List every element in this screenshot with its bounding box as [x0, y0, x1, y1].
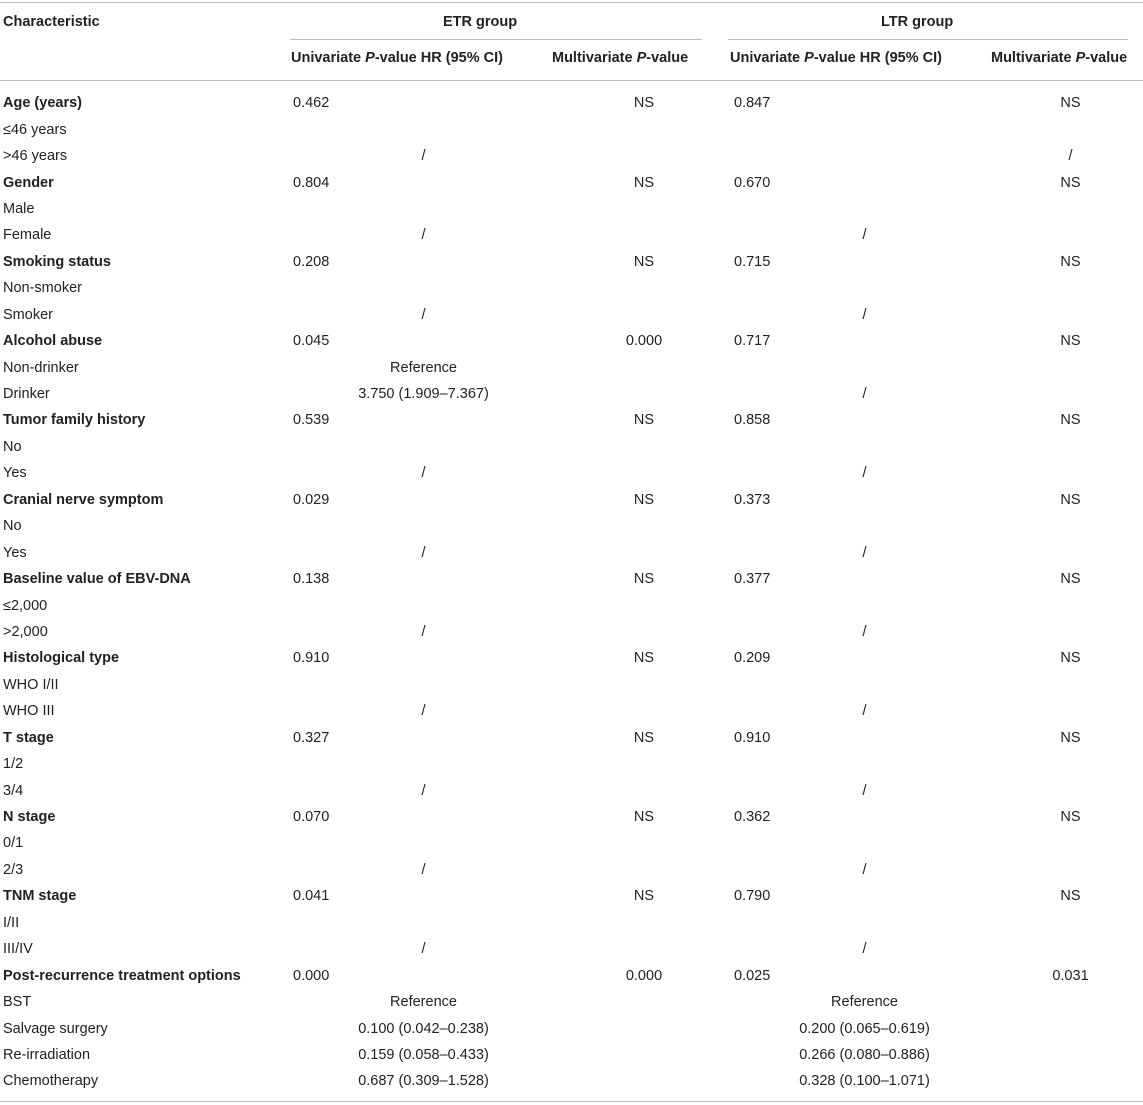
ltr-multivariate-cell: / [1068, 148, 1073, 165]
etr-univariate-cell [293, 1015, 554, 1041]
ltr-univariate-cell [734, 883, 995, 909]
row-label: >46 years [3, 148, 68, 165]
etr-univariate-cell [293, 302, 554, 328]
table-row [0, 116, 1143, 142]
top-rule [0, 2, 1143, 3]
row-label: Age (years) [3, 95, 82, 112]
row-label: No [3, 438, 22, 455]
row-label: III/IV [3, 941, 33, 958]
ltr-p-value: 0.910 [734, 729, 771, 746]
row-label: Smoker [3, 306, 53, 323]
ltr-multivariate-cell [995, 619, 1143, 645]
ltr-univariate-cell [734, 249, 995, 275]
table-row [0, 751, 1143, 777]
ltr-univariate-cell [734, 566, 995, 592]
etr-multivariate-cell: NS [633, 412, 655, 429]
etr-univariate-cell [293, 354, 554, 380]
ltr-hazard-ratio: / [862, 623, 867, 640]
ltr-univariate-cell [734, 751, 995, 777]
ltr-hazard-ratio: / [862, 703, 867, 720]
table-row [0, 328, 1143, 354]
etr-univariate-cell [293, 513, 554, 539]
row-label: Salvage surgery [3, 1020, 108, 1037]
etr-p-value: 0.462 [293, 95, 330, 112]
ltr-multivariate-cell: NS [1060, 412, 1081, 429]
ltr-univariate-cell [734, 830, 995, 856]
row-label: N stage [3, 809, 56, 826]
row-label: Gender [3, 174, 54, 191]
table-row [0, 936, 1143, 962]
table-row [0, 249, 1143, 275]
header-rule [0, 80, 1143, 81]
table-row [0, 275, 1143, 301]
ltr-multivariate-cell: NS [1060, 809, 1081, 826]
etr-p-value: 0.041 [293, 888, 330, 905]
etr-p-value: 0.327 [293, 729, 330, 746]
etr-p-value: 0.208 [293, 253, 330, 270]
ltr-p-value: 0.373 [734, 491, 771, 508]
etr-p-value: 0.000 [293, 967, 330, 984]
etr-p-value: 0.804 [293, 174, 330, 191]
table-row [0, 883, 1143, 909]
ltr-multivariate-cell [995, 857, 1143, 883]
etr-multivariate-cell [554, 910, 734, 936]
etr-univariate-cell [293, 725, 554, 751]
ltr-univariate-cell [734, 1068, 995, 1094]
table-row [0, 672, 1143, 698]
table-row [0, 222, 1143, 248]
header-ltr-multivariate: Multivariate P-value [991, 50, 1128, 66]
etr-multivariate-cell: NS [633, 491, 655, 508]
ltr-multivariate-cell [995, 777, 1143, 803]
etr-p-value: 0.539 [293, 412, 330, 429]
table-row [0, 592, 1143, 618]
row-label: Yes [3, 544, 27, 561]
etr-multivariate-cell: NS [633, 95, 655, 112]
etr-multivariate-cell [554, 196, 734, 222]
etr-hazard-ratio: / [421, 623, 426, 640]
ltr-multivariate-cell: NS [1060, 729, 1081, 746]
etr-univariate-cell [293, 143, 554, 169]
etr-univariate-cell [293, 90, 554, 116]
etr-multivariate-cell: NS [633, 253, 655, 270]
ltr-multivariate-cell [995, 1042, 1143, 1068]
row-label: WHO I/II [3, 676, 59, 693]
ltr-univariate-cell [734, 910, 995, 936]
etr-multivariate-cell [554, 275, 734, 301]
row-label: TNM stage [3, 888, 77, 905]
ltr-univariate-cell [734, 592, 995, 618]
row-label: 0/1 [3, 835, 24, 852]
table-row [0, 487, 1143, 513]
ltr-multivariate-cell [995, 592, 1143, 618]
ltr-univariate-cell [734, 302, 995, 328]
ltr-univariate-cell [734, 989, 995, 1015]
row-label: >2,000 [3, 623, 48, 640]
etr-univariate-cell [293, 407, 554, 433]
etr-univariate-cell [293, 249, 554, 275]
ltr-univariate-cell [734, 725, 995, 751]
etr-univariate-cell [293, 1068, 554, 1094]
ltr-multivariate-cell [995, 698, 1143, 724]
table-row [0, 407, 1143, 433]
etr-multivariate-cell [554, 539, 734, 565]
ltr-multivariate-cell [995, 936, 1143, 962]
ltr-univariate-cell [734, 381, 995, 407]
etr-univariate-cell [293, 539, 554, 565]
etr-univariate-cell [293, 645, 554, 671]
etr-univariate-cell [293, 592, 554, 618]
table-row [0, 566, 1143, 592]
header-etr-group: ETR group [443, 14, 518, 30]
etr-hazard-ratio: / [421, 782, 426, 799]
header-ltr-univariate: Univariate P-value HR (95% CI) [730, 50, 942, 66]
etr-hazard-ratio: / [421, 544, 426, 561]
table-row [0, 1042, 1143, 1068]
row-label: Histological type [3, 650, 120, 667]
ltr-univariate-cell [734, 196, 995, 222]
etr-hazard-ratio: / [421, 703, 426, 720]
row-label: BST [3, 994, 32, 1011]
ltr-multivariate-cell: NS [1060, 491, 1081, 508]
ltr-univariate-cell [734, 936, 995, 962]
etr-multivariate-cell [554, 1068, 734, 1094]
ltr-univariate-cell [734, 434, 995, 460]
header-characteristic: Characteristic [3, 14, 100, 30]
etr-univariate-cell [293, 883, 554, 909]
table-row [0, 539, 1143, 565]
table-row [0, 857, 1143, 883]
etr-multivariate-cell: NS [633, 809, 655, 826]
table-row [0, 619, 1143, 645]
etr-multivariate-cell: NS [633, 888, 655, 905]
table-row [0, 725, 1143, 751]
etr-multivariate-cell [554, 1042, 734, 1068]
row-label: I/II [3, 914, 20, 931]
etr-univariate-cell [293, 857, 554, 883]
etr-multivariate-cell [554, 777, 734, 803]
table-row [0, 962, 1143, 988]
ltr-multivariate-cell: NS [1060, 174, 1081, 191]
etr-univariate-cell [293, 222, 554, 248]
etr-multivariate-cell: NS [633, 571, 655, 588]
ltr-univariate-cell [734, 116, 995, 142]
etr-hazard-ratio: 3.750 (1.909–7.367) [358, 386, 489, 403]
etr-hazard-ratio: 0.687 (0.309–1.528) [358, 1073, 489, 1090]
etr-multivariate-cell [554, 751, 734, 777]
header-etr-univariate: Univariate P-value HR (95% CI) [291, 50, 503, 66]
ltr-multivariate-cell [995, 460, 1143, 486]
bottom-rule [0, 1101, 1143, 1102]
etr-univariate-cell [293, 936, 554, 962]
row-label: Alcohol abuse [3, 333, 103, 350]
etr-multivariate-cell: 0.000 [625, 333, 663, 350]
ltr-multivariate-cell [995, 275, 1143, 301]
row-label: Female [3, 227, 52, 244]
etr-hazard-ratio: Reference [390, 994, 457, 1011]
ltr-univariate-cell [734, 672, 995, 698]
ltr-multivariate-cell [995, 910, 1143, 936]
table-row [0, 460, 1143, 486]
etr-univariate-cell [293, 381, 554, 407]
ltr-multivariate-cell [995, 196, 1143, 222]
table-row [0, 989, 1143, 1015]
etr-multivariate-cell [554, 830, 734, 856]
row-label: Non-smoker [3, 280, 82, 297]
ltr-univariate-cell [734, 1015, 995, 1041]
row-label: Cranial nerve symptom [3, 491, 164, 508]
header-etr-multivariate: Multivariate P-value [552, 50, 689, 66]
row-label: T stage [3, 729, 54, 746]
ltr-multivariate-cell [995, 1015, 1143, 1041]
ltr-p-value: 0.717 [734, 333, 771, 350]
etr-univariate-cell [293, 487, 554, 513]
ltr-multivariate-cell [995, 302, 1143, 328]
ltr-multivariate-cell: NS [1060, 95, 1081, 112]
ltr-p-value: 0.858 [734, 412, 771, 429]
ltr-univariate-cell [734, 90, 995, 116]
etr-univariate-cell [293, 989, 554, 1015]
ltr-group-rule [728, 39, 1128, 40]
etr-hazard-ratio: / [421, 941, 426, 958]
ltr-multivariate-cell [995, 1068, 1143, 1094]
etr-multivariate-cell [554, 434, 734, 460]
table-row [0, 698, 1143, 724]
table-row [0, 143, 1143, 169]
ltr-univariate-cell [734, 222, 995, 248]
etr-univariate-cell [293, 962, 554, 988]
ltr-univariate-cell [734, 487, 995, 513]
ltr-p-value: 0.670 [734, 174, 771, 191]
table-body [0, 90, 1143, 1095]
etr-univariate-cell [293, 328, 554, 354]
table-row [0, 434, 1143, 460]
ltr-hazard-ratio: / [862, 861, 867, 878]
ltr-univariate-cell [734, 857, 995, 883]
ltr-hazard-ratio: 0.328 (0.100–1.071) [799, 1073, 930, 1090]
etr-p-value: 0.045 [293, 333, 330, 350]
row-label: No [3, 518, 22, 535]
etr-group-rule [290, 39, 702, 40]
ltr-multivariate-cell [995, 989, 1143, 1015]
row-label: 2/3 [3, 861, 24, 878]
ltr-hazard-ratio: / [862, 306, 867, 323]
ltr-multivariate-cell [995, 381, 1143, 407]
ltr-hazard-ratio: 0.266 (0.080–0.886) [799, 1046, 930, 1063]
row-label: 1/2 [3, 756, 24, 773]
etr-hazard-ratio: / [421, 148, 426, 165]
table-row [0, 1015, 1143, 1041]
ltr-univariate-cell [734, 698, 995, 724]
ltr-p-value: 0.790 [734, 888, 771, 905]
table-row [0, 169, 1143, 195]
ltr-hazard-ratio: / [862, 227, 867, 244]
ltr-hazard-ratio: / [862, 941, 867, 958]
ltr-hazard-ratio: / [862, 544, 867, 561]
ltr-multivariate-cell: 0.031 [1052, 967, 1089, 984]
etr-hazard-ratio: / [421, 861, 426, 878]
etr-univariate-cell [293, 196, 554, 222]
etr-hazard-ratio: / [421, 227, 426, 244]
row-label: Yes [3, 465, 27, 482]
row-label: ≤2,000 [3, 597, 48, 614]
etr-multivariate-cell: NS [633, 650, 655, 667]
ltr-univariate-cell [734, 460, 995, 486]
table-row [0, 302, 1143, 328]
ltr-univariate-cell [734, 804, 995, 830]
etr-univariate-cell [293, 910, 554, 936]
table-row [0, 196, 1143, 222]
row-label: ≤46 years [3, 121, 67, 138]
ltr-hazard-ratio: / [862, 386, 867, 403]
table-row [0, 804, 1143, 830]
etr-multivariate-cell [554, 672, 734, 698]
etr-univariate-cell [293, 698, 554, 724]
row-label: Post-recurrence treatment options [3, 967, 241, 984]
etr-univariate-cell [293, 1042, 554, 1068]
row-label: Smoking status [3, 253, 111, 270]
etr-multivariate-cell [554, 857, 734, 883]
ltr-hazard-ratio: / [862, 782, 867, 799]
ltr-univariate-cell [734, 645, 995, 671]
table-row [0, 90, 1143, 116]
ltr-multivariate-cell [995, 830, 1143, 856]
etr-univariate-cell [293, 619, 554, 645]
ltr-multivariate-cell: NS [1060, 253, 1081, 270]
etr-univariate-cell [293, 672, 554, 698]
ltr-univariate-cell [734, 619, 995, 645]
row-label: Non-drinker [3, 359, 79, 376]
ltr-p-value: 0.362 [734, 809, 771, 826]
table-row [0, 910, 1143, 936]
ltr-multivariate-cell [995, 751, 1143, 777]
ltr-multivariate-cell [995, 434, 1143, 460]
table-row [0, 381, 1143, 407]
etr-hazard-ratio: Reference [390, 359, 457, 376]
ltr-p-value: 0.209 [734, 650, 771, 667]
etr-multivariate-cell [554, 936, 734, 962]
etr-hazard-ratio: / [421, 465, 426, 482]
etr-multivariate-cell: NS [633, 174, 655, 191]
ltr-univariate-cell [734, 169, 995, 195]
etr-p-value: 0.910 [293, 650, 330, 667]
row-label: Re-irradiation [3, 1046, 91, 1063]
ltr-univariate-cell [734, 407, 995, 433]
ltr-multivariate-cell [995, 539, 1143, 565]
etr-univariate-cell [293, 777, 554, 803]
etr-p-value: 0.070 [293, 809, 330, 826]
ltr-multivariate-cell: NS [1060, 888, 1081, 905]
etr-multivariate-cell [554, 989, 734, 1015]
ltr-univariate-cell [734, 143, 995, 169]
etr-univariate-cell [293, 751, 554, 777]
ltr-univariate-cell [734, 962, 995, 988]
etr-multivariate-cell [554, 619, 734, 645]
ltr-p-value: 0.847 [734, 95, 771, 112]
ltr-p-value: 0.377 [734, 571, 771, 588]
table-row [0, 1068, 1143, 1094]
ltr-univariate-cell [734, 777, 995, 803]
etr-p-value: 0.029 [293, 491, 330, 508]
table-row [0, 354, 1143, 380]
ltr-univariate-cell [734, 328, 995, 354]
ltr-multivariate-cell [995, 513, 1143, 539]
ltr-univariate-cell [734, 539, 995, 565]
header-ltr-group: LTR group [881, 14, 954, 30]
etr-univariate-cell [293, 434, 554, 460]
row-label: Male [3, 200, 35, 217]
etr-multivariate-cell: 0.000 [625, 967, 663, 984]
etr-multivariate-cell [554, 513, 734, 539]
etr-multivariate-cell: NS [633, 729, 655, 746]
etr-univariate-cell [293, 830, 554, 856]
row-label: Drinker [3, 386, 50, 403]
table-row [0, 830, 1143, 856]
ltr-univariate-cell [734, 513, 995, 539]
ltr-multivariate-cell: NS [1060, 571, 1081, 588]
ltr-multivariate-cell [995, 222, 1143, 248]
row-label: WHO III [3, 703, 55, 720]
table-row [0, 645, 1143, 671]
ltr-hazard-ratio: Reference [831, 994, 898, 1011]
etr-multivariate-cell [554, 698, 734, 724]
etr-multivariate-cell [554, 354, 734, 380]
etr-hazard-ratio: 0.159 (0.058–0.433) [358, 1046, 489, 1063]
ltr-hazard-ratio: / [862, 465, 867, 482]
ltr-multivariate-cell [995, 116, 1143, 142]
ltr-multivariate-cell: NS [1060, 650, 1081, 667]
etr-multivariate-cell [554, 222, 734, 248]
etr-p-value: 0.138 [293, 571, 330, 588]
etr-multivariate-cell [554, 592, 734, 618]
etr-multivariate-cell [554, 1015, 734, 1041]
ltr-hazard-ratio: 0.200 (0.065–0.619) [799, 1020, 930, 1037]
ltr-multivariate-cell: NS [1060, 333, 1081, 350]
row-label: Chemotherapy [3, 1073, 99, 1090]
table-row [0, 513, 1143, 539]
etr-univariate-cell [293, 275, 554, 301]
etr-multivariate-cell [554, 381, 734, 407]
etr-univariate-cell [293, 566, 554, 592]
ltr-multivariate-cell [995, 354, 1143, 380]
etr-univariate-cell [293, 169, 554, 195]
row-label: Tumor family history [3, 412, 146, 429]
etr-multivariate-cell [554, 302, 734, 328]
row-label: 3/4 [3, 782, 24, 799]
row-label: Baseline value of EBV-DNA [3, 571, 191, 588]
ltr-univariate-cell [734, 275, 995, 301]
ltr-multivariate-cell [995, 672, 1143, 698]
etr-multivariate-cell [554, 143, 734, 169]
etr-univariate-cell [293, 460, 554, 486]
ltr-p-value: 0.025 [734, 967, 771, 984]
ltr-univariate-cell [734, 354, 995, 380]
etr-multivariate-cell [554, 460, 734, 486]
table-row [0, 777, 1143, 803]
ltr-p-value: 0.715 [734, 253, 771, 270]
etr-univariate-cell [293, 804, 554, 830]
ltr-univariate-cell [734, 1042, 995, 1068]
etr-univariate-cell [293, 116, 554, 142]
etr-hazard-ratio: 0.100 (0.042–0.238) [358, 1020, 489, 1037]
etr-multivariate-cell [554, 116, 734, 142]
etr-hazard-ratio: / [421, 306, 426, 323]
